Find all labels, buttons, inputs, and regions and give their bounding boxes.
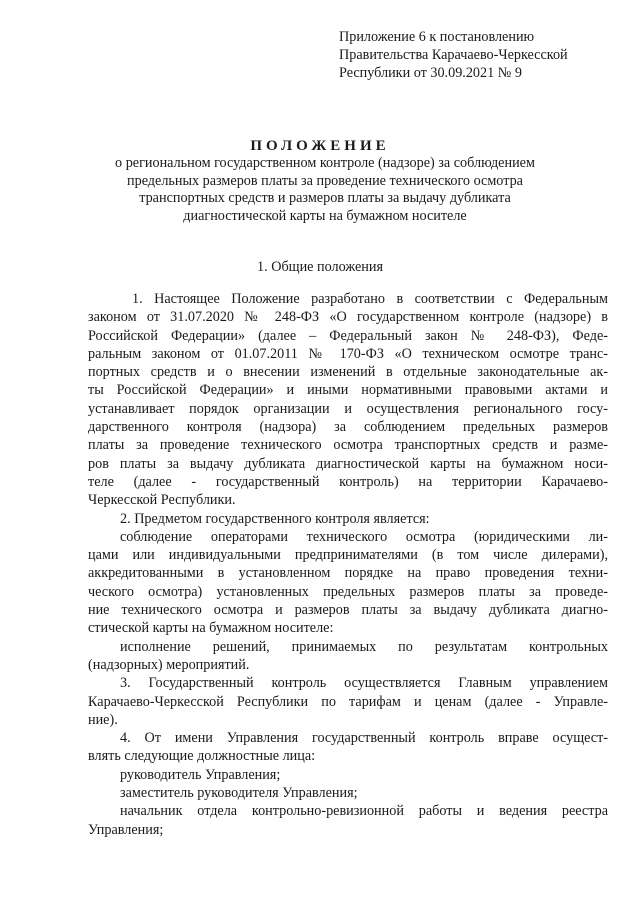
body-line: 1. Настоящее Положение разработано в соответствии с Федеральным [132,291,608,307]
appendix-note [339,28,609,82]
body-line: заместитель руководителя Управления; [120,785,358,802]
body-line: ты Российской Федерации» и иными нормативными правовыми актами и [88,382,608,399]
body-line: Российской Федерации» (далее – Федеральный закон № 248-ФЗ), Феде- [88,327,608,344]
body-line: (надзорных) мероприятий. [88,656,250,673]
body-line: руководитель Управления; [120,766,281,783]
body-line: ческого осмотра) установленных предельных размеров платы за проведе- [88,583,608,600]
body-line: законом от 31.07.2020 № 248-ФЗ «О государственном контроле (надзоре) в [88,309,608,326]
body-line: исполнение решений, принимаемых по результатам контрольных [120,638,608,655]
appendix-line: Правительства Карачаево-Черкесской [339,47,568,63]
body-line: платы за проведение технического осмотра транспортных средств и разме- [88,437,608,454]
body-line: ральным законом от 01.07.2011 № 170-ФЗ «О техническом осмотре транс- [88,345,608,362]
body-line: Управления; [88,821,164,838]
body-line: начальник отдела контрольно-ревизионной работы и ведения реестра [120,803,608,820]
subtitle-line: диагностической карты на бумажном носителе [183,207,467,224]
body-line: 4. От имени Управления государственный контроль вправе осущест- [120,730,608,747]
section-heading: 1. Общие положения [257,259,383,275]
body-line: портных средств и о внесении изменений в отдельные законодательные ак- [88,364,608,381]
body-line: цами или индивидуальными предпринимателями (в том числе дилерами), [88,547,608,564]
body-line: устанавливает порядок организации и осуществления регионального госу- [88,400,608,417]
subtitle-line: о региональном государственном контроле (надзоре) за соблюдением [115,155,535,171]
body-line: дарственного контроля (надзора) за соблюдением предельных размеров [88,419,608,436]
body-line: стической карты на бумажном носителе: [88,620,334,637]
appendix-line: Республики от 30.09.2021 № 9 [339,65,522,81]
body-line: 3. Государственный контроль осуществляется Главным управлением [120,675,608,692]
body-line: теле (далее - государственный контроль) на территории Карачаево- [88,473,608,490]
document-title: ПОЛОЖЕНИЕ [250,138,390,154]
body-line: Карачаево-Черкесской Республики по тарифам и ценам (далее - Управле- [88,693,608,710]
body-line: соблюдение операторами технического осмотра (юридическими ли- [120,528,608,545]
appendix-line: Приложение 6 к постановлению [339,29,535,45]
body-line: ние). [88,711,118,728]
body-line: 2. Предметом государственного контроля является: [120,510,430,527]
document-subtitle [80,155,570,225]
body-line: влять следующие должностные лица: [88,748,316,765]
body-line: ние технического осмотра и размеров платы за выдачу дубликата диагно- [88,602,608,619]
body-line: аккредитованными в установленном порядке на право проведения техни- [88,565,608,582]
body-line: ров платы за выдачу дубликата диагностической карты на бумажном носи- [88,455,608,472]
subtitle-line: предельных размеров платы за проведение технического осмотра [127,172,523,189]
body-line: Черкесской Республики. [88,492,236,509]
subtitle-line: транспортных средств и размеров платы за выдачу дубликата [139,190,511,206]
document-body [88,290,608,839]
